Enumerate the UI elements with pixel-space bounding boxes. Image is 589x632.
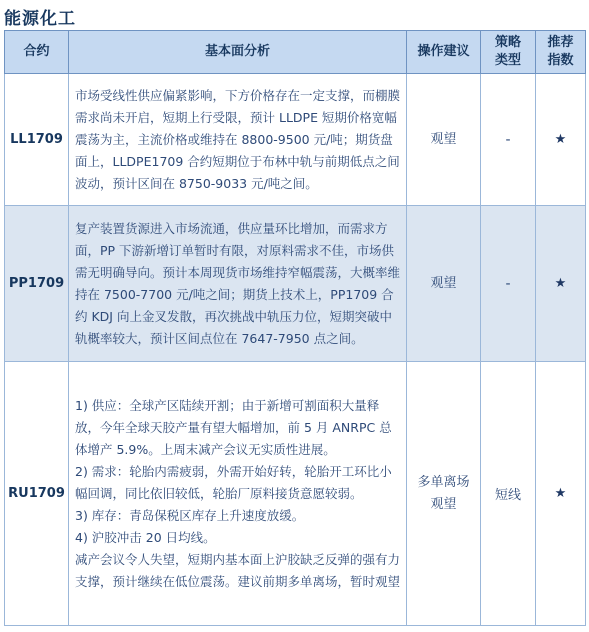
table-row (5, 362, 586, 626)
analysis-cell (69, 362, 407, 626)
analysis-paragraph: 4) 沪胶冲击 20 日均线。 (75, 529, 216, 545)
advice-text: 观望 (430, 275, 457, 291)
advice-cell (407, 74, 481, 206)
header-strategy-label: 策略类型 (494, 35, 521, 68)
contract-cell: PP1709 (5, 206, 69, 362)
star-icon: ★ (554, 132, 567, 147)
analysis-paragraph: 市场受线性供应偏紧影响，下方价格存在一定支撑，而棚膜需求尚未开启，短期上行受限，预计 LLDPE 短期价格宽幅震荡为主，主流价格或维持在 8800-9500 元/吨；期货盘面上，LLDPE1709 合约短期位于布林中轨与前期低点之间波动，预计区间在 8750-9033 元/吨之间。 (75, 87, 401, 191)
star-icon: ★ (554, 276, 567, 291)
header-rating-label: 推荐指数 (547, 35, 574, 68)
rating-cell (536, 362, 586, 626)
contract-cell: LL1709 (5, 74, 69, 206)
star-icon: ★ (554, 486, 567, 501)
strategy-text: - (505, 275, 511, 292)
analysis-cell (69, 206, 407, 362)
advice-text: 观望 (430, 131, 457, 147)
advice-text: 多单离场 (417, 474, 470, 490)
strategy-text: - (505, 131, 511, 148)
header-rating (536, 31, 586, 74)
advice-cell (407, 206, 481, 362)
header-contract: 合约 (5, 31, 69, 74)
header-strategy (481, 31, 536, 74)
recommendation-table (4, 30, 586, 626)
strategy-cell (481, 74, 536, 206)
rating-cell (536, 74, 586, 206)
table-row (5, 74, 586, 206)
strategy-cell (481, 206, 536, 362)
advice-cell (407, 362, 481, 626)
table-row (5, 206, 586, 362)
header-analysis: 基本面分析 (69, 31, 407, 74)
advice-text: 观望 (430, 496, 457, 512)
table-header-row (5, 31, 586, 74)
contract-cell: RU1709 (5, 362, 69, 626)
analysis-paragraph: 减产会议令人失望，短期内基本面上沪胶缺乏反弹的强有力支撑，预计继续在低位震荡。建议前期多单离场，暂时观望 (75, 551, 401, 589)
analysis-paragraph: 1) 供应：全球产区陆续开割；由于新增可割面积大量释放，今年全球天胶产量有望大幅增加，前 5 月 ANRPC 总体增产 5.9%。上周末减产会议无实质性进展。 (75, 397, 392, 457)
rating-cell (536, 206, 586, 362)
analysis-paragraph: 3) 库存：青岛保税区库存上升速度放缓。 (75, 507, 305, 523)
analysis-paragraph: 复产装置货源进入市场流通，供应量环比增加，而需求方面，PP 下游新增订单暂时有限，对原料需求不佳，市场供需无明确导向。预计本周现货市场维持窄幅震荡，大概率维持在 7500-7700 元/吨之间；期货上技术上，PP1709 合约 KDJ 向上金叉发散，再次挑战中轨压力位，短期突破中轨概率较大，预计区间点位在 7647-7950 点之间。 (75, 220, 401, 346)
header-advice: 操作建议 (407, 31, 481, 74)
section-title: 能源化工 (4, 9, 76, 29)
analysis-paragraph: 2) 需求：轮胎内需疲弱，外需开始好转，轮胎开工环比小幅回调，同比依旧较低，轮胎厂原料接货意愿较弱。 (75, 463, 392, 501)
analysis-cell (69, 74, 407, 206)
strategy-cell (481, 362, 536, 626)
strategy-text: 短线 (494, 488, 521, 503)
